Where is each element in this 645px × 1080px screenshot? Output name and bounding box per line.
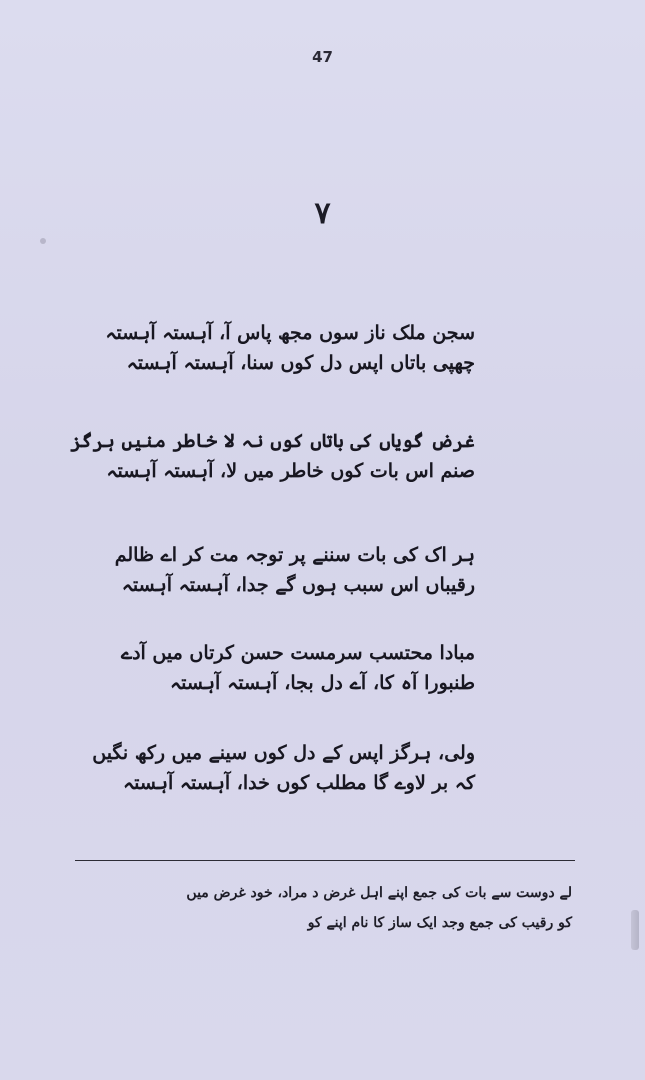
stanza xyxy=(114,540,475,600)
footnotes xyxy=(82,878,572,938)
verse-line: غرض گویاں کی باتاں کوں نہ لا خاطر منیں ہرگز xyxy=(70,430,475,452)
page-number: 47 xyxy=(312,48,333,66)
footnote-divider xyxy=(75,860,575,861)
stanza xyxy=(120,638,475,698)
footnote-line: لے دوست سے بات کی جمع اپنے اہل غرض د مراد، خود غرض میں xyxy=(186,885,572,901)
stanza xyxy=(70,426,475,486)
stanza xyxy=(92,738,475,798)
page-edge-mark xyxy=(631,910,639,950)
paper-spot xyxy=(40,238,46,244)
stanza xyxy=(105,318,475,378)
verse-line: طنبورا آہ کا، آے دل بجا، آہستہ آہستہ xyxy=(170,672,475,694)
verse-line: مبادا محتسب سرمست حسن کرتاں میں آدے xyxy=(120,642,475,664)
verse-line: ہر اک کی بات سننے پر توجہ مت کر اے ظالم xyxy=(114,544,475,566)
verse-line: چھپی باتاں اپس دل کوں سنا، آہستہ آہستہ xyxy=(126,352,475,374)
verse-line: کہ بر لاوے گا مطلب کوں خدا، آہستہ آہستہ xyxy=(123,772,475,794)
ghazal-number-mark: ۷ xyxy=(314,196,331,231)
verse-line: ولی، ہرگز اپس کے دل کوں سینے میں رکھ نگیں xyxy=(92,742,475,764)
footnote-line: کو رقیب کی جمع وجد ایک ساز کا نام اپنے کو xyxy=(307,915,572,931)
verse-line: رقیباں اس سبب ہوں گے جدا، آہستہ آہستہ xyxy=(121,574,475,596)
verse-line: سجن ملک ناز سوں مجھ پاس آ، آہستہ آہستہ xyxy=(105,322,475,344)
verse-line: صنم اس بات کوں خاطر میں لا، آہستہ آہستہ xyxy=(106,460,475,482)
